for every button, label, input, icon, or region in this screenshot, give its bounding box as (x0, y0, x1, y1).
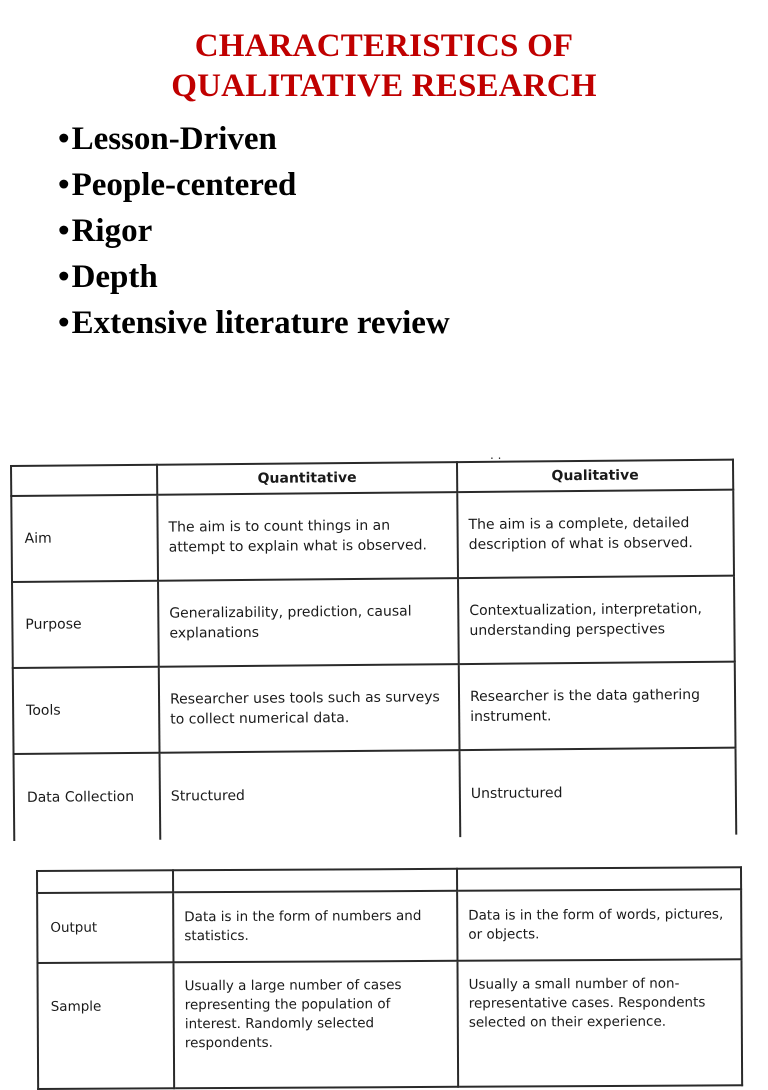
empty-cell (37, 870, 173, 893)
quantitative-cell: Generalizability, prediction, causal explanations (158, 578, 459, 667)
bullet-item: • Lesson-Driven (58, 116, 450, 162)
qualitative-cell: Data is in the form of words, pictures, or objects. (457, 889, 741, 960)
row-label: Sample (37, 962, 174, 1089)
bullet-item: • Rigor (58, 208, 450, 254)
bullet-item: • Depth (58, 254, 450, 300)
qualitative-cell: The aim is a complete, detailed description of what is observed. (457, 490, 734, 578)
table-row (12, 576, 735, 668)
empty-cell (173, 869, 457, 892)
row-label: Tools (13, 667, 160, 754)
characteristics-list (58, 116, 450, 346)
header-quantitative: Quantitative (157, 462, 457, 495)
header-cell-empty (11, 465, 157, 496)
header-qualitative: Qualitative (457, 460, 733, 492)
quantitative-cell: Researcher uses tools such as surveys to collect numerical data. (159, 664, 460, 753)
quantitative-cell: The aim is to count things in an attempt to explain what is observed. (157, 492, 458, 581)
row-label: Output (37, 892, 173, 963)
table-row (37, 959, 742, 1089)
table-row (37, 889, 741, 963)
slide-title (0, 26, 768, 106)
qualitative-cell: Researcher is the data gathering instrument. (459, 662, 736, 750)
table-row (11, 490, 734, 582)
quantitative-cell: Usually a large number of cases representing the population of interest. Randomly selected respondents. (173, 961, 458, 1088)
bullet-item: • Extensive literature review (58, 300, 450, 346)
qualitative-cell: Contextualization, interpretation, understanding perspectives (458, 576, 735, 664)
quantitative-cell: Data is in the form of numbers and statistics. (173, 891, 457, 962)
title-line-2: QUALITATIVE RESEARCH (171, 68, 597, 104)
qualitative-cell: Unstructured (460, 748, 737, 837)
table-row (14, 748, 737, 841)
scan-marks: . . (490, 448, 502, 462)
quantitative-cell: Structured (160, 750, 461, 840)
table-row (13, 662, 736, 754)
comparison-table-part-2 (36, 866, 743, 1090)
title-line-1: CHARACTERISTICS OF (194, 28, 574, 64)
comparison-table-part-1 (10, 459, 737, 841)
qualitative-cell: Usually a small number of non-representative cases. Respondents selected on their experience. (457, 959, 742, 1086)
empty-cell (457, 867, 741, 890)
row-label: Aim (11, 495, 158, 582)
row-label: Purpose (12, 581, 159, 668)
row-label: Data Collection (14, 753, 161, 841)
bullet-item: • People-centered (58, 162, 450, 208)
